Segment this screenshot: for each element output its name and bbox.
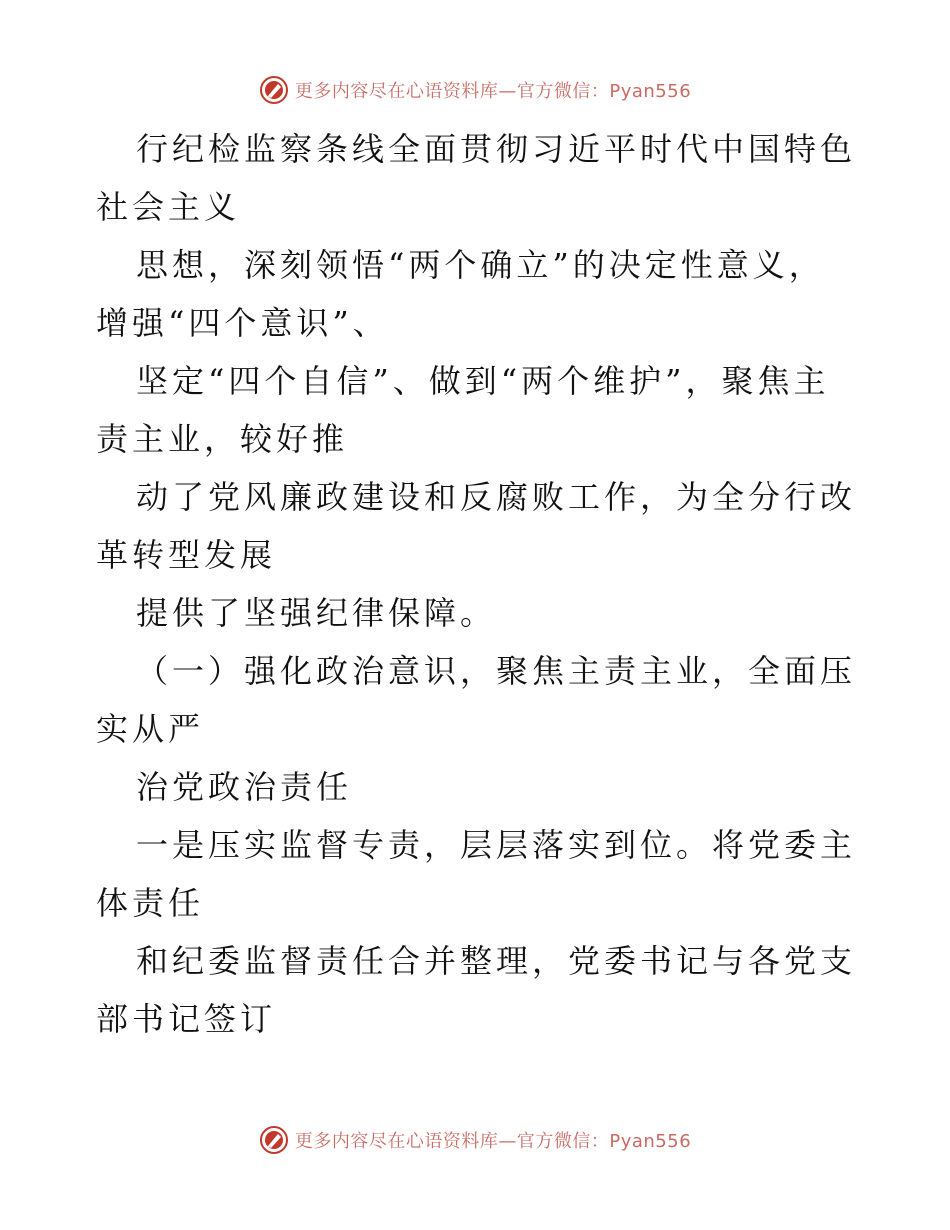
fountain-pen-seal-icon: [259, 75, 289, 105]
paragraph: （一）强化政治意识，聚焦主责主业，全面压实从严: [96, 652, 857, 748]
paragraph: 一是压实监督专责，层层落实到位。将党委主体责任: [96, 826, 857, 922]
paragraph: 行纪检监察条线全面贯彻习近平时代中国特色社会主义: [96, 130, 857, 226]
paragraph: 提供了坚强纪律保障。: [136, 594, 497, 632]
paragraph: 坚定“四个自信”、做到“两个维护”，聚焦主责主业，较好推: [96, 362, 830, 458]
document-body: [96, 120, 856, 1048]
paragraph: 治党政治责任: [136, 768, 353, 806]
footer-watermark: [0, 1120, 950, 1160]
watermark-text: 更多内容尽在心语资料库—官方微信：Pyan556: [294, 81, 692, 102]
paragraph: 思想，深刻领悟“两个确立”的决定性意义，增强“四个意识”、: [96, 246, 825, 342]
paragraph: 动了党风廉政建设和反腐败工作，为全分行改革转型发展: [96, 478, 857, 574]
fountain-pen-seal-icon: [259, 1125, 289, 1155]
header-watermark: [0, 70, 950, 110]
paragraph: 和纪委监督责任合并整理，党委书记与各党支部书记签订: [96, 942, 857, 1038]
watermark-text: 更多内容尽在心语资料库—官方微信：Pyan556: [294, 1131, 692, 1152]
